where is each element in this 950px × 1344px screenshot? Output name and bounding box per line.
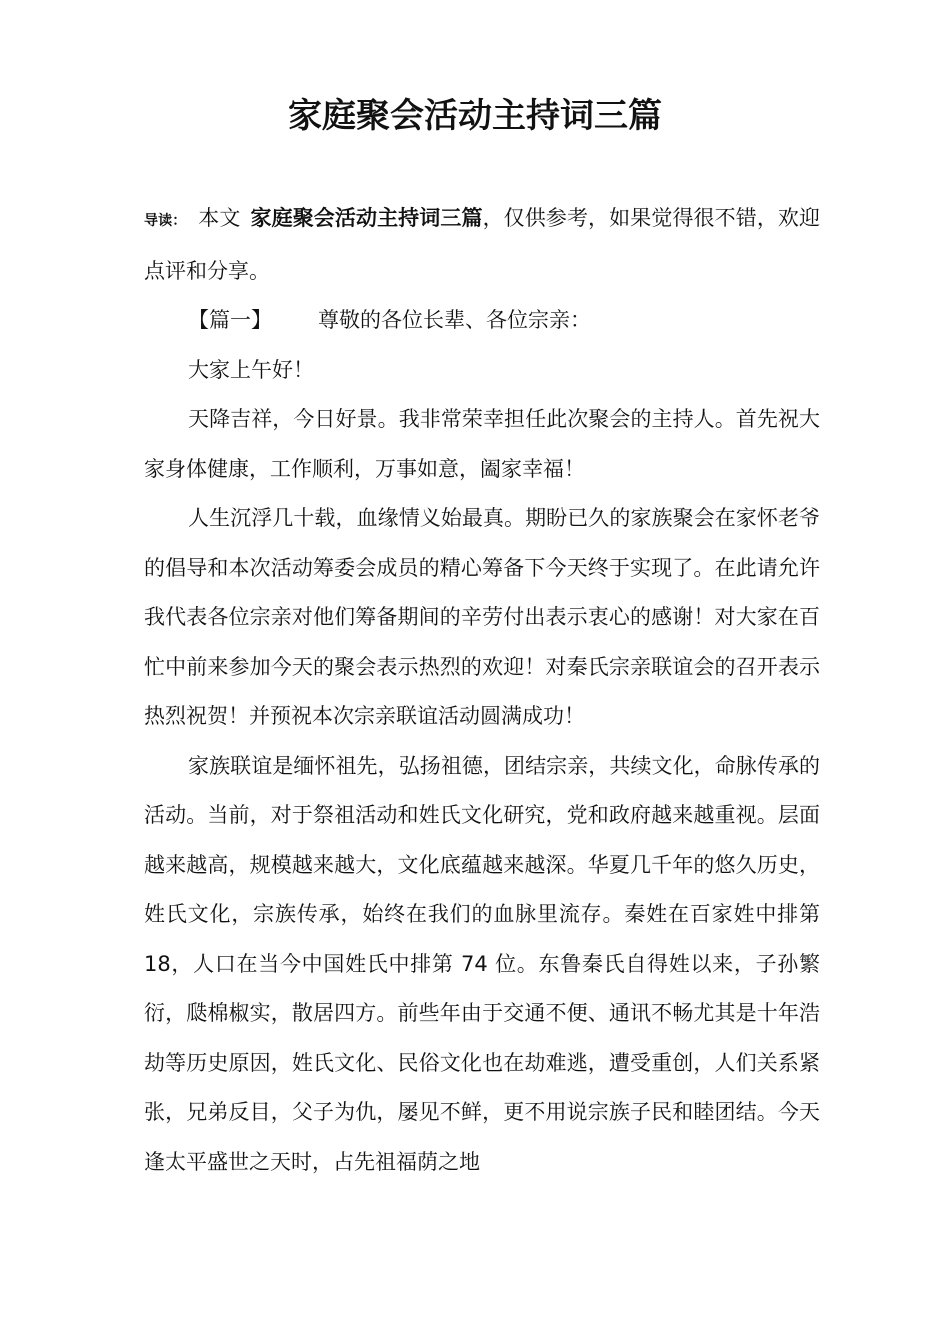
paragraph: 人生沉浮几十载，血缘情义始最真。期盼已久的家族聚会在家怀老爷的倡导和本次活动筹委会成员的精心筹备下今天终于实现了。在此请允许我代表各位宗亲对他们筹备期间的辛劳付出表示衷心的感谢！对大家在百忙中前来参加今天的聚会表示热烈的欢迎！对秦氏宗亲联谊会的召开表示热烈祝贺！并预祝本次宗亲联谊活动圆满成功！ (144, 506, 820, 728)
lead-bold-title: 家庭聚会活动主持词三篇 (250, 206, 483, 230)
section-tag: 【篇一】 (188, 308, 272, 332)
paragraph: 大家上午好！ (188, 357, 314, 382)
lead-prefix: 本文 (198, 206, 241, 230)
lead-paragraph (144, 194, 820, 296)
lead-label: 导读： (144, 213, 187, 229)
paragraph: 天降吉祥，今日好景。我非常荣幸担任此次聚会的主持人。首先祝大家身体健康，工作顺利，万事如意，阖家幸福！ (144, 407, 820, 481)
document-body (144, 194, 820, 1187)
section-one-heading (144, 296, 820, 346)
paragraph: 家族联谊是缅怀祖先，弘扬祖德，团结宗亲，共续文化，命脉传承的活动。当前，对于祭祖活动和姓氏文化研究，党和政府越来越重视。层面越来越高，规模越来越大，文化底蕴越来越深。华夏几千年的悠久历史，姓氏文化，宗族传承，始终在我们的血脉里流存。秦姓在百家姓中排第 18，人口在当今中国姓氏中排第 74 位。东鲁秦氏自得姓以来，子孙繁衍，瓞棉椒实，散居四方。前些年由于交通不便、通讯不畅尤其是十年浩劫等历史原因，姓氏文化、民俗文化也在劫难逃，遭受重创，人们关系紧张，兄弟反目，父子为仇，屡见不鲜，更不用说宗族子民和睦团结。今天逢太平盛世之天时，占先祖福荫之地 (144, 753, 820, 1174)
lead-suffix: ，仅供参考，如果觉得很不错，欢迎点评和分享。 (144, 206, 821, 283)
section-greeting: 尊敬的各位长辈、各位宗亲： (318, 308, 591, 332)
document-title: 家庭聚会活动主持词三篇 (288, 96, 662, 136)
